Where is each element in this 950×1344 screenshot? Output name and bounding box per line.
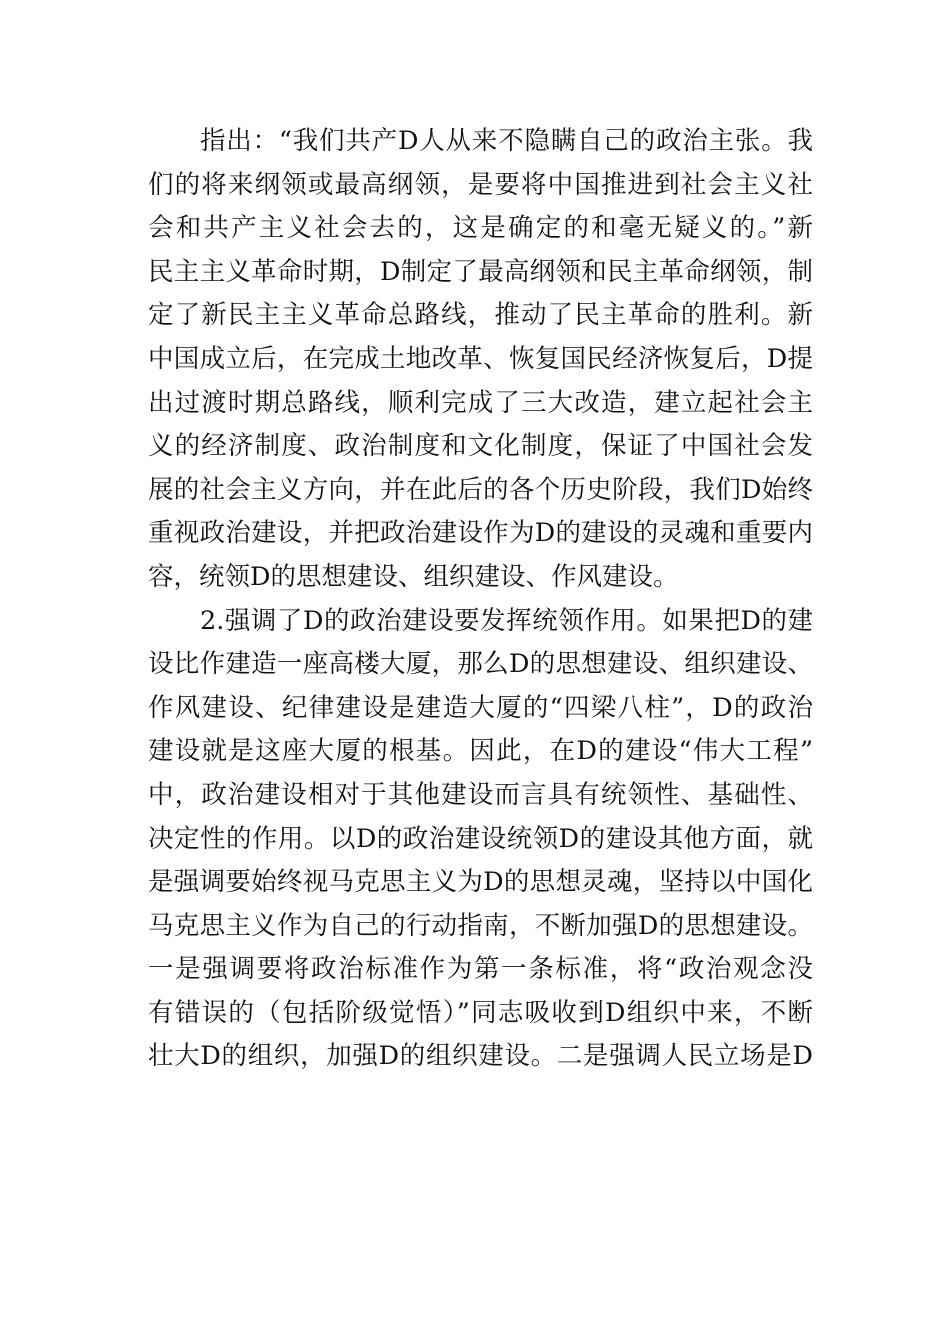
text-line: 壮大D的组织，加强D的组织建设。二是强调人民立场是D bbox=[148, 1041, 813, 1072]
text-line: 定了新民主主义革命总路线，推动了民主革命的胜利。新 bbox=[148, 300, 813, 331]
text-line: 义的经济制度、政治制度和文化制度，保证了中国社会发 bbox=[148, 431, 813, 462]
text-line: 2.强调了D的政治建设要发挥统领作用。如果把D的建 bbox=[200, 605, 813, 636]
text-line: 们的将来纲领或最高纲领，是要将中国推进到社会主义社 bbox=[148, 169, 813, 200]
text-line: 有错误的（包括阶级觉悟）”同志吸收到D组织中来，不断 bbox=[148, 997, 813, 1028]
body-text bbox=[148, 120, 813, 1079]
text-line: 重视政治建设，并把政治建设作为D的建设的灵魂和重要内 bbox=[148, 518, 813, 549]
text-line: 是强调要始终视马克思主义为D的思想灵魂，坚持以中国化 bbox=[148, 867, 813, 898]
text-line: 一是强调要将政治标准作为第一条标准，将“政治观念没 bbox=[148, 954, 813, 985]
text-line: 建设就是这座大厦的根基。因此，在D的建设“伟大工程” bbox=[148, 736, 813, 767]
text-line: 容，统领D的思想建设、组织建设、作风建设。 bbox=[148, 561, 679, 592]
text-line: 马克思主义作为自己的行动指南，不断加强D的思想建设。 bbox=[148, 910, 813, 941]
text-line: 作风建设、纪律建设是建造大厦的“四梁八柱”，D的政治 bbox=[148, 692, 813, 723]
text-line: 设比作建造一座高楼大厦，那么D的思想建设、组织建设、 bbox=[148, 649, 813, 680]
text-line: 出过渡时期总路线，顺利完成了三大改造，建立起社会主 bbox=[148, 387, 813, 418]
text-line: 民主主义革命时期，D制定了最高纲领和民主革命纲领，制 bbox=[148, 256, 813, 287]
text-line: 展的社会主义方向，并在此后的各个历史阶段，我们D始终 bbox=[148, 474, 813, 505]
text-line: 指出：“我们共产D人从来不隐瞒自己的政治主张。我 bbox=[200, 126, 813, 156]
text-line: 会和共产主义社会去的，这是确定的和毫无疑义的。”新 bbox=[148, 213, 813, 244]
text-line: 中国成立后，在完成土地改革、恢复国民经济恢复后，D提 bbox=[148, 343, 813, 374]
text-line: 中，政治建设相对于其他建设而言具有统领性、基础性、 bbox=[148, 779, 813, 810]
text-line: 决定性的作用。以D的政治建设统领D的建设其他方面，就 bbox=[148, 823, 813, 854]
